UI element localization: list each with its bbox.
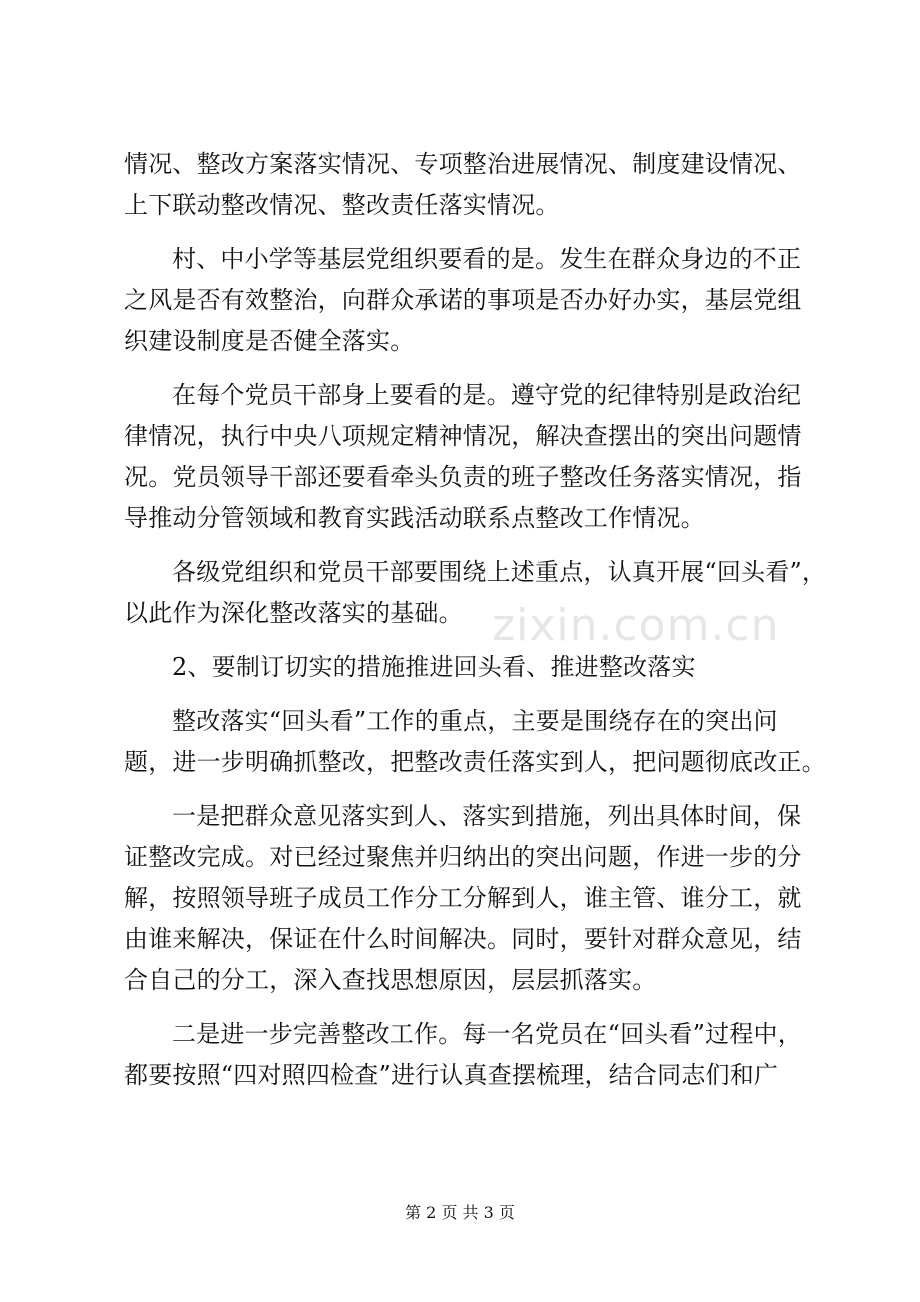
watermark: zixin.com.cn — [492, 600, 780, 651]
text-line: 二是进一步完善整改工作。每一名党员在“回头看”过程中， — [172, 1020, 802, 1048]
text-line: 合自己的分工，深入查找思想原因，层层抓落实。 — [124, 966, 657, 994]
paragraph — [124, 375, 817, 539]
text-line: 一是把群众意见落实到人、落实到措施，列出具体时间，保 — [172, 802, 802, 830]
text-line: 解，按照领导班子成员工作分工分解到人，谁主管、谁分工，就 — [124, 884, 802, 912]
paragraph — [124, 239, 817, 362]
text-line: 各级党组织和党员干部要围绕上述重点，认真开展“回头看”， — [172, 558, 827, 586]
section-heading — [172, 647, 817, 688]
text-line: 导推动分管领域和教育实践活动联系点整改工作情况。 — [124, 504, 705, 532]
text-line: 律情况，执行中央八项规定精神情况，解决查摆出的突出问题情 — [124, 422, 802, 450]
text-line: 上下联动整改情况、整改责任落实情况。 — [124, 191, 560, 219]
paragraph-continuation — [124, 144, 817, 226]
text-line: 题，进一步明确抓整改，把整改责任落实到人，把问题彻底改正。 — [124, 748, 826, 776]
text-line: 证整改完成。对已经过聚焦并归纳出的突出问题，作进一步的分 — [124, 843, 802, 871]
text-line: 在每个党员干部身上要看的是。遵守党的纪律特别是政治纪 — [172, 381, 802, 409]
text-line: 况。党员领导干部还要看牵头负责的班子整改任务落实情况，指 — [124, 463, 802, 491]
paragraph — [124, 796, 817, 1001]
page-number-footer: 第 2 页 共 3 页 — [405, 1203, 515, 1222]
text-line: 村、中小学等基层党组织要看的是。发生在群众身边的不正 — [172, 245, 802, 273]
text-line: 都要按照“四对照四检查”进行认真查摆梳理，结合同志们和广 — [124, 1061, 779, 1089]
paragraph — [124, 1014, 817, 1096]
text-line: 之风是否有效整治，向群众承诺的事项是否办好办实，基层党组 — [124, 286, 802, 314]
text-line: 2、要制订切实的措施推进回头看、推进整改落实 — [172, 653, 696, 681]
text-line: 整改落实“回头看”工作的重点，主要是围绕存在的突出问 — [172, 707, 778, 735]
text-line: 由谁来解决，保证在什么时间解决。同时，要针对群众意见，结 — [124, 925, 802, 953]
paragraph — [124, 701, 826, 783]
text-line: 以此作为深化整改落实的基础。 — [124, 599, 463, 627]
text-line: 织建设制度是否健全落实。 — [124, 327, 415, 355]
text-line: 情况、整改方案落实情况、专项整治进展情况、制度建设情况、 — [124, 150, 802, 178]
